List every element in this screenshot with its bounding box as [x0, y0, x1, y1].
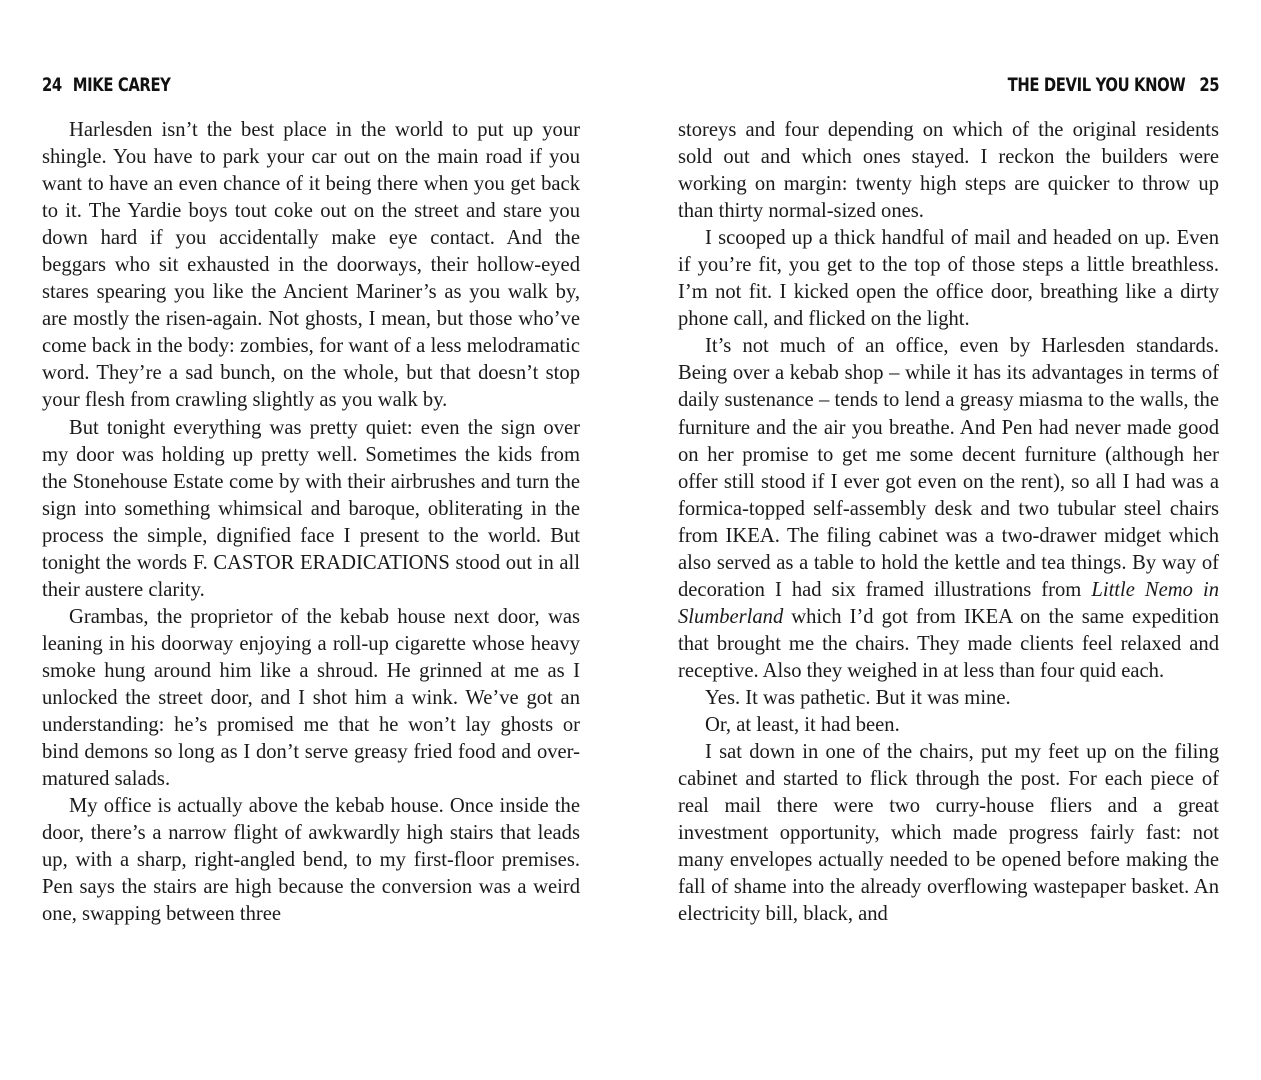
- book-title: THE DEVIL YOU KNOW: [1007, 74, 1186, 96]
- right-page: [630, 0, 1261, 1080]
- paragraph: Harlesden isn’t the best place in the world to put up your shingle. You have to park your car out on the main road if you want to have an even chance of it being there when you get back to it. The Yardie boys tout coke out on the street and stare you down hard if you accidentally make eye contact. And the beggars who sit exhausted in the doorways, their hollow-eyed stares spearing you like the Ancient Mariner’s as you walk by, are mostly the risen-again. Not ghosts, I mean, but those who’ve come back in the body: zombies, for want of a less melodramatic word. They’re a sad bunch, on the whole, but that doesn’t stop your flesh from crawling slightly as you walk by.: [42, 119, 580, 412]
- right-page-number: 25: [1199, 74, 1219, 96]
- paragraph: Or, at least, it had been.: [705, 714, 900, 737]
- left-running-head: [42, 73, 171, 97]
- paragraph: Grambas, the proprietor of the kebab house next door, was leaning in his doorway enjoying a roll-up cigarette whose heavy smoke hung around him like a shroud. He grinned at me as I unlocked the street door, and I shot him a wink. We’ve got an understanding: he’s promised me that he won’t lay ghosts or bind demons so long as I don’t serve greasy fried food and over-matured salads.: [42, 605, 580, 791]
- paragraph: But tonight everything was pretty quiet: even the sign over my door was holding up pretty well. Sometimes the kids from the Stonehouse Estate come by with their airbrushes and turn the sign into something whimsical and baroque, obliterating in the process the simple, dignified face I present to the world. But tonight the words F. CASTOR ERADICATIONS stood out in all their austere clarity.: [42, 416, 580, 601]
- paragraph: [678, 333, 1219, 685]
- left-page-number: 24: [42, 74, 62, 96]
- paragraph-continuation: which I’d got from IKEA on the same expedition that brought me the chairs. They made clients feel relaxed and receptive. Also they weighed in at less than four quid each.: [678, 605, 1219, 682]
- left-body-text: [42, 117, 580, 928]
- paragraph: I scooped up a thick handful of mail and headed on up. Even if you’re fit, you get to the top of those steps a little breathless. I’m not fit. I kicked open the office door, breathing like a dirty phone call, and flicked on the light.: [678, 227, 1219, 331]
- paragraph: I sat down in one of the chairs, put my feet up on the filing cabinet and started to flick through the post. For each piece of real mail there were two curry-house fliers and a great investment opportunity, which made progress fairly fast: not many envelopes actually needed to be opened before making the fall of shame into the already overflowing wastepaper basket. An electricity bill, black, and: [678, 741, 1219, 926]
- left-page: [0, 0, 630, 1080]
- right-running-head: [1007, 73, 1219, 97]
- paragraph: My office is actually above the kebab house. Once inside the door, there’s a narrow flight of awkwardly high stairs that leads up, with a sharp, right-angled bend, to my first-floor premises. Pen says the stairs are high because the conversion was a weird one, swapping between three: [42, 795, 580, 926]
- author-name: MIKE CAREY: [72, 74, 171, 96]
- paragraph-text: It’s not much of an office, even by Harlesden standards. Being over a kebab shop – while it has its advantages in terms of daily sustenance – tends to lend a greasy miasma to the walls, the furniture and the air you breathe. And Pen had never made good on her promise to get me some decent furniture (although her offer still stood if I ever got even on the rent), so all I had was a formica-topped self-assembly desk and two tubular steel chairs from IKEA. The filing cabinet was a two-drawer midget which also served as a table to hold the kettle and tea things. By way of decoration I had six framed illustrations from: [678, 335, 1219, 601]
- book-reference-italic: Little Nemo in Slumberland: [678, 578, 1220, 628]
- paragraph: storeys and four depending on which of the original residents sold out and which ones stayed. I reckon the builders were working on margin: twenty high steps are quicker to throw up than thirty normal-sized ones.: [678, 119, 1219, 223]
- paragraph: Yes. It was pathetic. But it was mine.: [705, 686, 1011, 709]
- right-body-text: [678, 117, 1219, 928]
